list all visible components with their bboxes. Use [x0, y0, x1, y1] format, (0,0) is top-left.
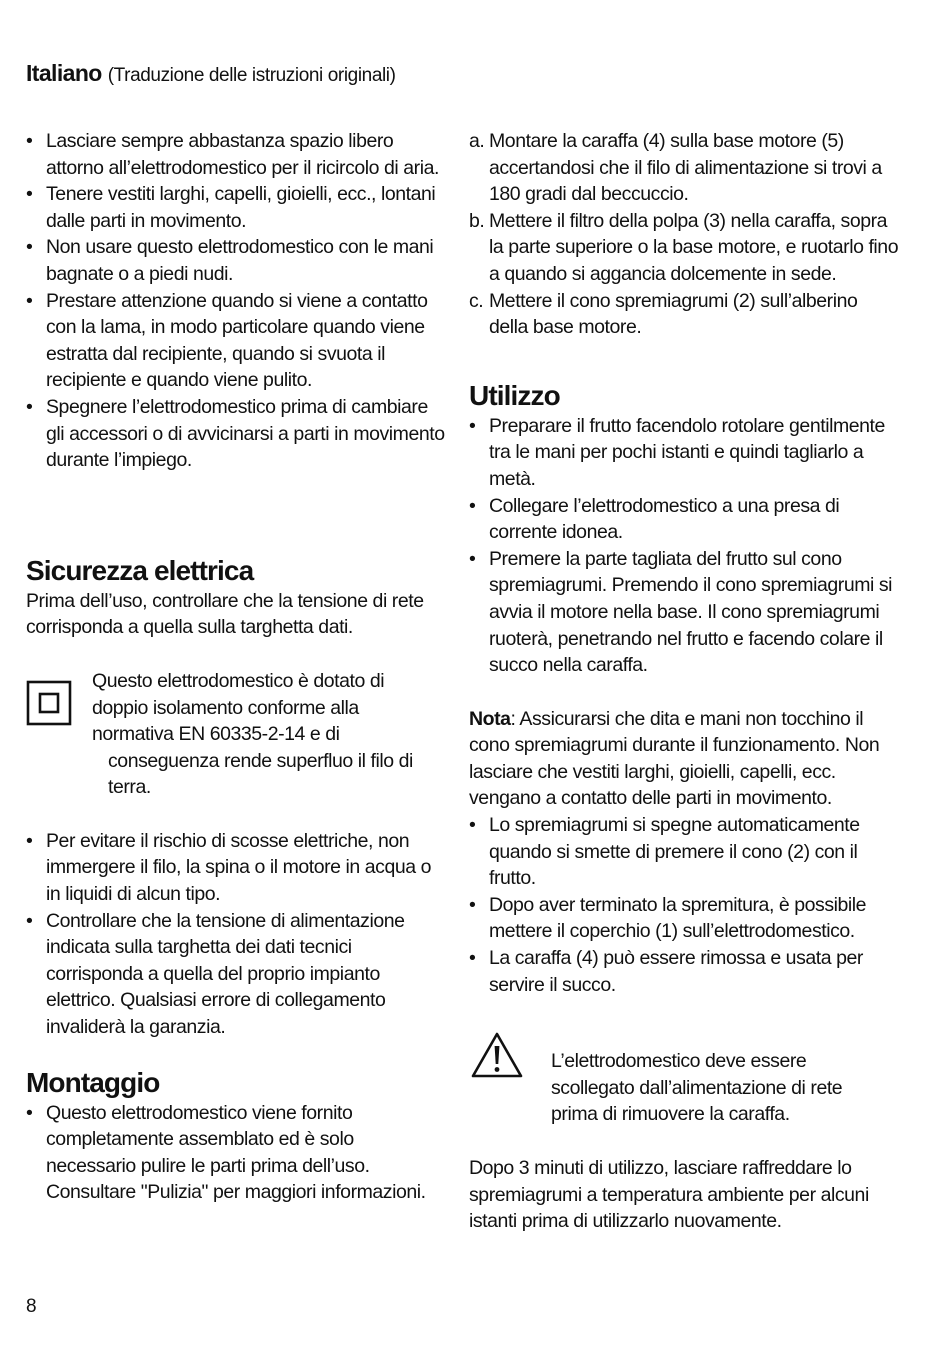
electrical-bullet-list	[26, 828, 446, 1041]
assembly-bullet-list	[26, 1100, 446, 1206]
warning-triangle-icon	[469, 1030, 525, 1080]
warning-line: scollegato dall’alimentazione di rete	[551, 1076, 843, 1099]
list-item: • La caraffa (4) può essere rimossa e usata per servire il succo.	[469, 945, 899, 998]
list-item: • Collegare l’elettrodomestico a una presa di corrente idonea.	[469, 493, 899, 546]
language-header	[26, 60, 396, 87]
language-title: Italiano	[26, 60, 102, 86]
list-item: • Premere la parte tagliata del frutto sul cono spremiagrumi. Premendo il cono spremiagrumi si avvia il motore nella base. Il cono spremiagrumi ruoterà, penetrando nel frutto e facendo colare il succo nella caraffa.	[469, 546, 899, 679]
page-number: 8	[26, 1296, 37, 1317]
assembly-heading: Montaggio	[26, 1066, 160, 1098]
double-insulation-text	[92, 668, 413, 801]
usage-bullet-list-2	[469, 812, 899, 998]
list-item: • Preparare il frutto facendolo rotolare gentilmente tra le mani per pochi istanti e quindi tagliarlo a metà.	[469, 413, 899, 493]
list-item: • Controllare che la tensione di alimentazione indicata sulla targhetta dei dati tecnici corrisponda a quella del proprio impianto elettrico. Qualsiasi errore di collegamento invaliderà la garanzia.	[26, 908, 446, 1041]
list-item: • Tenere vestiti larghi, capelli, gioielli, ecc., lontani dalle parti in movimento.	[26, 181, 446, 234]
list-item: • Lasciare sempre abbastanza spazio libero attorno all’elettrodomestico per il ricircolo di aria.	[26, 128, 446, 181]
step-marker: c.	[469, 289, 484, 312]
insulation-line: terra.	[108, 776, 151, 799]
warning-line: L’elettrodomestico deve essere	[551, 1050, 807, 1073]
right-column	[469, 128, 899, 1235]
list-item: • Questo elettrodomestico viene fornito completamente assemblato ed è solo necessario pulire le parti prima dell’uso. Consultare "Pulizia" per maggiori informazioni.	[26, 1100, 446, 1206]
double-insulation-icon-wrap	[26, 668, 92, 734]
language-subtitle: (Traduzione delle istruzioni originali)	[107, 65, 396, 86]
note-label: Nota	[469, 707, 511, 730]
double-insulation-icon	[26, 680, 72, 726]
step-marker: b.	[469, 209, 485, 232]
list-item: • Dopo aver terminato la spremitura, è possibile mettere il coperchio (1) sull’elettrodomestico.	[469, 892, 899, 945]
insulation-line: normativa EN 60335-2-14 e di	[92, 723, 340, 746]
warning-text	[551, 1030, 842, 1128]
step-item	[469, 128, 899, 208]
list-item: • Per evitare il rischio di scosse elettriche, non immergere il filo, la spina o il motore in acqua o in liquidi di alcun tipo.	[26, 828, 446, 908]
warning-line: prima di rimuovere la caraffa.	[551, 1103, 790, 1126]
list-item: • Lo spremiagrumi si spegne automaticamente quando si smette di premere il cono (2) con il frutto.	[469, 812, 899, 892]
step-item	[469, 288, 899, 341]
list-item: • Spegnere l’elettrodomestico prima di cambiare gli accessori o di avvicinarsi a parti in movimento durante l’impiego.	[26, 394, 446, 474]
list-item: • Prestare attenzione quando si viene a contatto con la lama, in modo particolare quando viene estratta dal recipiente, quando si svuota il recipiente e quando viene pulito.	[26, 288, 446, 394]
step-text: Mettere il cono spremiagrumi (2) sull’alberino della base motore.	[489, 289, 858, 339]
insulation-line: conseguenza rende superfluo il filo di	[108, 749, 413, 772]
step-text: Montare la caraffa (4) sulla base motore (5) accertandosi che il filo di alimentazione si trovi a 180 gradi dal beccuccio.	[489, 130, 882, 206]
electrical-safety-heading: Sicurezza elettrica	[26, 554, 254, 586]
insulation-line: doppio isolamento conforme alla	[92, 696, 359, 719]
electrical-intro: Prima dell’uso, controllare che la tensione di rete corrisponda a quella sulla targhetta dati.	[26, 589, 424, 639]
usage-note	[469, 706, 899, 812]
final-paragraph: Dopo 3 minuti di utilizzo, lasciare raffreddare lo spremiagrumi a temperatura ambiente per alcuni istanti prima di utilizzarlo nuovamente.	[469, 1157, 869, 1233]
assembly-steps	[469, 128, 899, 341]
step-text: Mettere il filtro della polpa (3) nella caraffa, sopra la parte superiore o la base motore, e ruotarlo fino a quando si aggancia dolcemente in sede.	[489, 209, 899, 285]
left-column	[26, 128, 446, 1206]
usage-heading: Utilizzo	[469, 379, 560, 411]
step-item	[469, 208, 899, 288]
double-insulation-note	[26, 668, 446, 801]
note-text: : Assicurarsi che dita e mani non tocchino il cono spremiagrumi durante il funzionamento. Non lasciare che vestiti larghi, gioielli, capelli, ecc. vengano a contatto delle parti in movimento.	[469, 707, 880, 810]
list-item: • Non usare questo elettrodomestico con le mani bagnate o a piedi nudi.	[26, 234, 446, 287]
usage-bullet-list	[469, 413, 899, 679]
safety-bullet-list	[26, 128, 446, 474]
step-marker: a.	[469, 130, 485, 152]
insulation-line: Questo elettrodomestico è dotato di	[92, 669, 385, 692]
warning-icon-wrap	[469, 1030, 551, 1088]
warning-note	[469, 1030, 899, 1128]
